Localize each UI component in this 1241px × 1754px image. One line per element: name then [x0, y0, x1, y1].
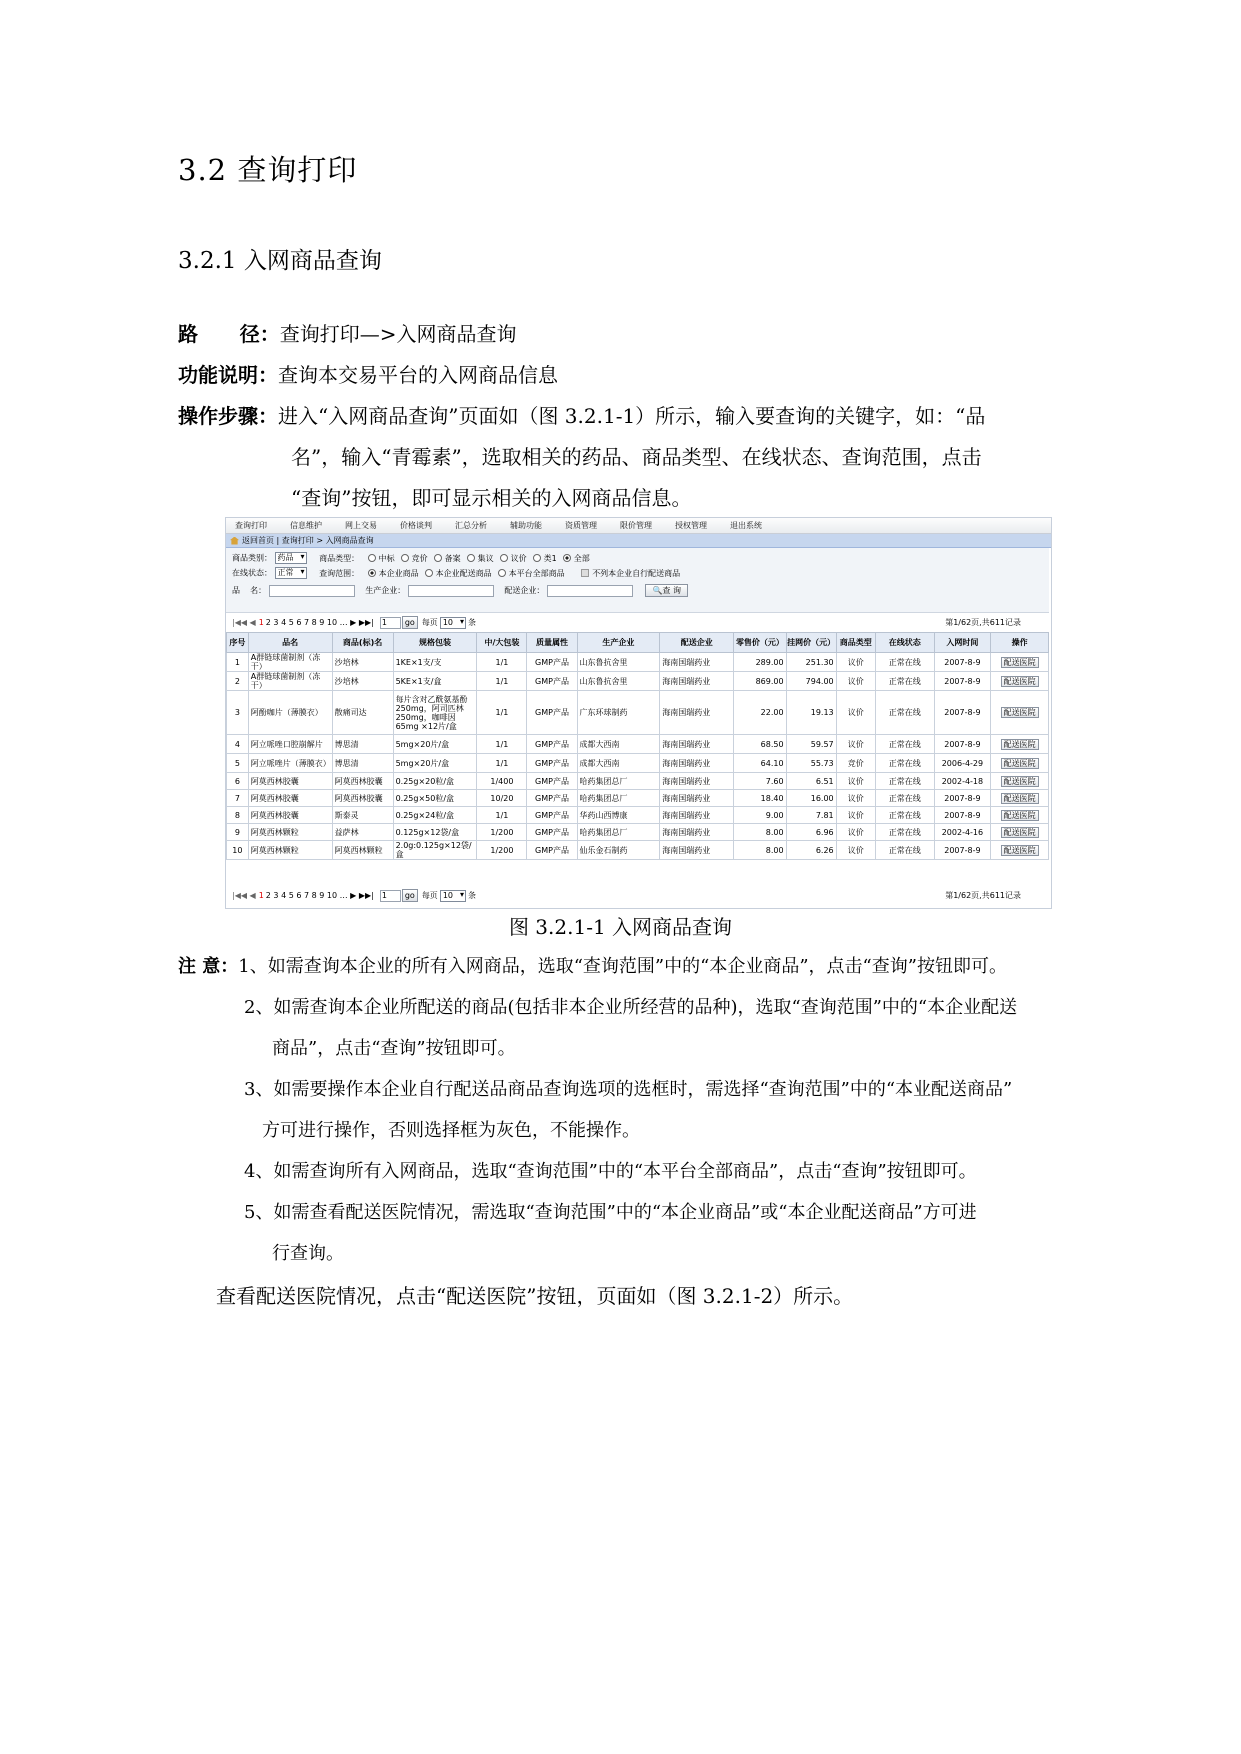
table-cell: 议价 [836, 691, 875, 735]
column-header: 中/大包装 [477, 633, 527, 653]
table-cell [991, 824, 1049, 841]
table-cell [991, 790, 1049, 807]
menu-item[interactable]: 查询打印 [235, 521, 267, 530]
path-text: 查询打印—>入网商品查询 [279, 322, 517, 346]
menu-item[interactable]: 辅助功能 [510, 521, 542, 530]
table-cell: 7 [227, 790, 249, 807]
goods-type-radio-label: 议价 [510, 553, 527, 563]
goods-type-radio[interactable] [563, 554, 571, 562]
steps-line-3: “查询”按钮，即可显示相关的入网商品信息。 [291, 486, 692, 510]
table-cell: 1/200 [477, 824, 527, 841]
top-pager [226, 614, 1049, 631]
distributor-label: 配送企业： [504, 586, 545, 595]
column-header: 商品类型 [836, 633, 875, 653]
table-cell: 251.30 [786, 653, 836, 672]
filter-row-1 [232, 552, 590, 564]
table-cell: 5mg×20片/盒 [393, 754, 477, 773]
goods-type-radio[interactable] [434, 554, 442, 562]
table-cell: 1KE×1支/支 [393, 653, 477, 672]
steps-line-1 [178, 400, 985, 429]
table-cell: 2007-8-9 [934, 790, 991, 807]
table-row [227, 807, 1049, 824]
table-cell [991, 735, 1049, 754]
table-cell: 0.125g×12袋/盒 [393, 824, 477, 841]
table-cell: 0.25g×24粒/盒 [393, 807, 477, 824]
table-cell: 10 [227, 841, 249, 860]
name-input[interactable] [269, 585, 355, 597]
table-cell: 1/1 [477, 672, 527, 691]
table-cell: GMP产品 [527, 773, 577, 790]
table-cell: 6.51 [786, 773, 836, 790]
table-cell [991, 691, 1049, 735]
goods-type-radio-label: 中标 [378, 553, 395, 563]
first-prev-icon[interactable]: |◀◀ ◀ [232, 618, 256, 627]
table-cell: 每片含对乙酰氨基酚250mg，阿司匹林250mg，咖啡因65mg ×12片/盒 [393, 691, 477, 735]
name-label: 品 名： [232, 586, 267, 595]
menu-item[interactable]: 汇总分析 [455, 521, 487, 530]
column-header: 配送企业 [660, 633, 734, 653]
table-cell: 9 [227, 824, 249, 841]
table-row [227, 735, 1049, 754]
breadcrumb [226, 534, 1051, 548]
note-label: 注 意： [178, 956, 239, 977]
steps-label: 操作步骤： [178, 404, 278, 428]
table-row [227, 841, 1049, 860]
filter-row-2 [232, 567, 680, 579]
goods-type-radio[interactable] [533, 554, 541, 562]
top-menu-bar [226, 518, 1051, 534]
table-cell [991, 653, 1049, 672]
table-row [227, 773, 1049, 790]
goto-page-input[interactable]: 1 [380, 890, 401, 902]
table-cell: 68.50 [734, 735, 786, 754]
menu-item[interactable]: 网上交易 [345, 521, 377, 530]
table-cell: 1/1 [477, 754, 527, 773]
table-row [227, 691, 1049, 735]
table-cell: 议价 [836, 790, 875, 807]
table-cell: GMP产品 [527, 653, 577, 672]
table-cell: 议价 [836, 653, 875, 672]
section-heading: 3.2 查询打印 [178, 153, 358, 187]
table-cell: 2.0g:0.125g×12袋/盒 [393, 841, 477, 860]
table-cell: 64.10 [734, 754, 786, 773]
table-cell: 1/1 [477, 807, 527, 824]
table-cell: 正常在线 [875, 754, 934, 773]
table-cell: 海南国瑞药业 [660, 754, 734, 773]
per-page-unit: 条 [468, 618, 476, 627]
table-cell: 阿莫西林胶囊 [332, 773, 393, 790]
note-5b: 行查询。 [272, 1243, 344, 1264]
column-header: 规格包装 [393, 633, 477, 653]
table-cell: 成都大西南 [577, 754, 660, 773]
table-cell: A群链球菌制剂（冻干） [248, 653, 332, 672]
scope-radio-label: 本平台全部商品 [508, 568, 565, 578]
table-cell: 沙培林 [332, 672, 393, 691]
per-page-label: 每页 [421, 891, 438, 900]
menu-item[interactable]: 退出系统 [730, 521, 762, 530]
table-cell [991, 754, 1049, 773]
table-cell: 山东鲁抗舍里 [577, 653, 660, 672]
table-row [227, 754, 1049, 773]
note-2a: 2、如需查询本企业所配送的商品(包括非本企业所经营的品种)，选取“查询范围”中的“本企业配送 [244, 997, 1018, 1018]
table-cell: 正常在线 [875, 773, 934, 790]
table-cell: 正常在线 [875, 653, 934, 672]
subsection-heading: 3.2.1 入网商品查询 [178, 248, 382, 274]
goods-type-radio[interactable] [368, 554, 376, 562]
table-cell: 正常在线 [875, 691, 934, 735]
table-cell: 议价 [836, 773, 875, 790]
scope-radio-label: 本企业商品 [378, 568, 419, 578]
table-cell: 正常在线 [875, 735, 934, 754]
table-cell: 10/20 [477, 790, 527, 807]
self-delivery-label: 不列本企业自行配送商品 [592, 568, 681, 578]
column-header: 入网时间 [934, 633, 991, 653]
table-cell: 2006-4-29 [934, 754, 991, 773]
producer-input[interactable] [408, 585, 494, 597]
table-cell: 正常在线 [875, 807, 934, 824]
table-cell: 2007-8-9 [934, 735, 991, 754]
go-button[interactable]: go [402, 616, 418, 629]
column-header: 生产企业 [577, 633, 660, 653]
note-3a: 3、如需要操作本企业自行配送品商品查询选项的选框时，需选择“查询范围”中的“本业配送商品” [244, 1079, 1013, 1100]
table-cell: 阿莫西林颗粒 [332, 841, 393, 860]
table-cell: 2007-8-9 [934, 672, 991, 691]
delivery-hospital-button[interactable]: 配送医院 [1001, 758, 1039, 769]
table-cell: 6 [227, 773, 249, 790]
delivery-hospital-button[interactable]: 配送医院 [1001, 676, 1039, 687]
goto-page-input[interactable]: 1 [380, 617, 401, 629]
table-row [227, 672, 1049, 691]
table-cell: 正常在线 [875, 672, 934, 691]
table-cell: 7.81 [786, 807, 836, 824]
page-links[interactable]: 2 3 4 5 6 7 8 9 10 … ▶ ▶▶| [265, 891, 374, 900]
table-cell: 散痛司达 [332, 691, 393, 735]
table-cell [991, 841, 1049, 860]
table-cell: 哈药集团总厂 [577, 773, 660, 790]
search-icon: 🔍 [652, 586, 663, 595]
delivery-hospital-button[interactable]: 配送医院 [1001, 776, 1039, 787]
table-row [227, 653, 1049, 672]
table-cell: 阿莫西林颗粒 [248, 824, 332, 841]
table-cell: 海南国瑞药业 [660, 841, 734, 860]
goods-type-radio[interactable] [500, 554, 508, 562]
menu-item[interactable]: 价格谈判 [400, 521, 432, 530]
first-prev-icon[interactable]: |◀◀ ◀ [232, 891, 256, 900]
go-button[interactable]: go [402, 889, 418, 902]
table-cell: 7.60 [734, 773, 786, 790]
table-cell: 8 [227, 807, 249, 824]
scope-radio-label: 本企业配送商品 [435, 568, 492, 578]
table-cell: 5 [227, 754, 249, 773]
table-cell: 正常在线 [875, 790, 934, 807]
delivery-hospital-button[interactable]: 配送医院 [1001, 827, 1039, 838]
table-cell: 2002-4-16 [934, 824, 991, 841]
screenshot-figure [225, 517, 1052, 909]
filter-panel [226, 548, 1049, 613]
table-cell: 海南国瑞药业 [660, 653, 734, 672]
table-cell: 阿莫西林胶囊 [248, 790, 332, 807]
table-cell: 6.26 [786, 841, 836, 860]
note-2b: 商品”，点击“查询”按钮即可。 [272, 1038, 516, 1059]
column-header: 在线状态 [875, 633, 934, 653]
table-cell: 议价 [836, 672, 875, 691]
table-cell: 海南国瑞药业 [660, 672, 734, 691]
column-header: 序号 [227, 633, 249, 653]
distributor-input[interactable] [547, 585, 633, 597]
note-1 [178, 952, 1007, 978]
page-links[interactable]: 2 3 4 5 6 7 8 9 10 … ▶ ▶▶| [265, 618, 374, 627]
table-cell: 海南国瑞药业 [660, 735, 734, 754]
table-cell: 博思清 [332, 735, 393, 754]
table-cell: 博思清 [332, 754, 393, 773]
table-cell: 议价 [836, 807, 875, 824]
table-cell: 794.00 [786, 672, 836, 691]
function-label: 功能说明： [178, 363, 278, 387]
table-cell: 19.13 [786, 691, 836, 735]
table-cell: 海南国瑞药业 [660, 773, 734, 790]
delivery-hospital-button[interactable]: 配送医院 [1001, 707, 1039, 718]
goods-table [226, 632, 1049, 860]
table-cell: 哈药集团总厂 [577, 824, 660, 841]
table-cell: 益萨林 [332, 824, 393, 841]
table-cell: 正常在线 [875, 841, 934, 860]
column-header: 商品(标)名 [332, 633, 393, 653]
steps-text-1: 进入“入网商品查询”页面如（图 3.2.1-1）所示，输入要查询的关键字，如：“品 [278, 404, 986, 428]
goods-type-radio[interactable] [401, 554, 409, 562]
menu-item[interactable]: 授权管理 [675, 521, 707, 530]
table-row [227, 790, 1049, 807]
table-cell: 6.96 [786, 824, 836, 841]
delivery-hospital-button[interactable]: 配送医院 [1001, 810, 1039, 821]
filter-row-3 [232, 584, 688, 597]
table-cell: 山东鲁抗舍里 [577, 672, 660, 691]
per-page-select[interactable]: 10 ▾ [440, 890, 466, 902]
table-cell: 1/400 [477, 773, 527, 790]
table-cell: A群链球菌制剂（冻干） [248, 672, 332, 691]
table-cell: 1/1 [477, 691, 527, 735]
table-cell: GMP产品 [527, 735, 577, 754]
column-header: 质量属性 [527, 633, 577, 653]
table-cell: 议价 [836, 824, 875, 841]
table-cell: 3 [227, 691, 249, 735]
table-cell: 8.00 [734, 824, 786, 841]
table-cell: 59.57 [786, 735, 836, 754]
scope-radio[interactable] [425, 569, 433, 577]
table-cell: GMP产品 [527, 672, 577, 691]
producer-label: 生产企业： [365, 586, 406, 595]
menu-item[interactable]: 限价管理 [620, 521, 652, 530]
table-cell: GMP产品 [527, 807, 577, 824]
query-button-label: 查 询 [662, 586, 681, 595]
delivery-hospital-button[interactable]: 配送医院 [1001, 845, 1039, 856]
home-icon[interactable] [230, 537, 239, 545]
table-cell: 0.25g×50粒/盒 [393, 790, 477, 807]
current-page[interactable]: 1 [258, 891, 264, 900]
goods-type-radio-label: 类1 [543, 553, 557, 563]
table-cell: 哈药集团总厂 [577, 790, 660, 807]
delivery-hospital-button[interactable]: 配送医院 [1001, 793, 1039, 804]
table-cell [991, 807, 1049, 824]
table-cell: GMP产品 [527, 790, 577, 807]
table-cell: 869.00 [734, 672, 786, 691]
delivery-hospital-button[interactable]: 配送医院 [1001, 657, 1039, 668]
table-cell: 阿莫西林胶囊 [332, 790, 393, 807]
table-cell: GMP产品 [527, 754, 577, 773]
table-cell: 8.00 [734, 841, 786, 860]
path-label: 路 径： [178, 322, 280, 346]
table-cell: 阿立哌唑口腔崩解片 [248, 735, 332, 754]
self-delivery-checkbox[interactable] [581, 569, 589, 577]
steps-line-2: 名”，输入“青霉素”，选取相关的药品、商品类型、在线状态、查询范围，点击 [291, 445, 982, 469]
scope-radios [362, 569, 565, 578]
table-cell: 5mg×20片/盒 [393, 735, 477, 754]
table-cell: 阿莫西林胶囊 [248, 773, 332, 790]
table-cell: 2007-8-9 [934, 841, 991, 860]
table-cell: 华药山西博康 [577, 807, 660, 824]
table-cell: 1/1 [477, 653, 527, 672]
goods-type-radio-label: 竞价 [411, 553, 428, 563]
note-3b: 方可进行操作，否则选择框为灰色，不能操作。 [262, 1120, 640, 1141]
column-header: 零售价（元） [734, 633, 786, 653]
goods-type-radio-label: 集议 [477, 553, 494, 563]
column-header: 品名 [248, 633, 332, 653]
table-cell: 仙乐金石制药 [577, 841, 660, 860]
note-1-text: 1、如需查询本企业的所有入网商品，选取“查询范围”中的“本企业商品”，点击“查询”按钮即可。 [238, 956, 1007, 977]
table-cell: 竞价 [836, 754, 875, 773]
table-cell: 斯泰灵 [332, 807, 393, 824]
figure-caption: 图 3.2.1-1 入网商品查询 [508, 915, 733, 939]
table-cell: 5KE×1支/盒 [393, 672, 477, 691]
goods-type-radios [362, 554, 590, 563]
table-cell: 55.73 [786, 754, 836, 773]
table-cell: 1/1 [477, 735, 527, 754]
table-cell: 海南国瑞药业 [660, 824, 734, 841]
table-cell: 海南国瑞药业 [660, 691, 734, 735]
menu-item[interactable]: 信息维护 [290, 521, 322, 530]
query-button[interactable] [645, 584, 688, 597]
table-cell: 1/200 [477, 841, 527, 860]
table-cell: 22.00 [734, 691, 786, 735]
table-cell: 0.25g×20粒/盒 [393, 773, 477, 790]
table-cell: 4 [227, 735, 249, 754]
scope-radio[interactable] [368, 569, 376, 577]
table-cell: 2007-8-9 [934, 691, 991, 735]
table-cell: 2007-8-9 [934, 807, 991, 824]
table-cell: 成都大西南 [577, 735, 660, 754]
table-cell: 9.00 [734, 807, 786, 824]
per-page-label: 每页 [421, 618, 438, 627]
column-header: 操作 [991, 633, 1049, 653]
table-row [227, 824, 1049, 841]
delivery-hospital-button[interactable]: 配送医院 [1001, 739, 1039, 750]
table-cell: 海南国瑞药业 [660, 790, 734, 807]
table-cell: 阿立哌唑片（薄膜衣） [248, 754, 332, 773]
table-cell: GMP产品 [527, 824, 577, 841]
table-cell: 阿莫西林颗粒 [248, 841, 332, 860]
path-line [178, 318, 517, 347]
breadcrumb-text[interactable]: 返回首页 | 查询打印 > 入网商品查询 [242, 536, 374, 545]
drug-type-select[interactable]: 药品 ▾ [275, 552, 307, 564]
menu-item[interactable]: 资质管理 [565, 521, 597, 530]
table-cell: 正常在线 [875, 824, 934, 841]
table-cell: 阿莫西林胶囊 [248, 807, 332, 824]
page-summary: 第1/62页,共611记录 [945, 618, 1021, 627]
table-cell: 2007-8-9 [934, 653, 991, 672]
per-page-unit: 条 [468, 891, 476, 900]
table-cell [991, 773, 1049, 790]
page-summary: 第1/62页,共611记录 [945, 891, 1021, 900]
goods-type-radio[interactable] [467, 554, 475, 562]
per-page-select[interactable]: 10 ▾ [440, 617, 466, 629]
current-page[interactable]: 1 [258, 618, 264, 627]
scope-radio[interactable] [498, 569, 506, 577]
column-header: 挂网价（元） [786, 633, 836, 653]
online-status-select[interactable]: 正常 ▾ [275, 567, 307, 579]
table-cell: 沙培林 [332, 653, 393, 672]
note-4: 4、如需查询所有入网商品，选取“查询范围”中的“本平台全部商品”，点击“查询”按钮即可。 [244, 1161, 977, 1182]
table-cell: 289.00 [734, 653, 786, 672]
goods-type-radio-label: 备案 [444, 553, 461, 563]
table-cell: 阿酚咖片（薄膜衣） [248, 691, 332, 735]
goods-type-radio-label: 全部 [573, 553, 590, 563]
table-cell: 2 [227, 672, 249, 691]
function-text: 查询本交易平台的入网商品信息 [278, 363, 558, 387]
function-line [178, 359, 558, 388]
closing-paragraph: 查看配送医院情况，点击“配送医院”按钮，页面如（图 3.2.1-2）所示。 [216, 1284, 854, 1308]
table-header-row [227, 633, 1049, 653]
table-cell: 16.00 [786, 790, 836, 807]
table-cell: GMP产品 [527, 841, 577, 860]
table-cell: GMP产品 [527, 691, 577, 735]
drug-type-label: 商品类别： [232, 553, 272, 563]
table-cell: 18.40 [734, 790, 786, 807]
table-cell: 广东环球制药 [577, 691, 660, 735]
table-cell: 议价 [836, 841, 875, 860]
scope-label: 查询范围： [319, 568, 360, 578]
note-5a: 5、如需查看配送医院情况，需选取“查询范围”中的“本企业商品”或“本企业配送商品”方可进 [244, 1202, 977, 1223]
table-cell [991, 672, 1049, 691]
goods-type-label: 商品类型： [319, 553, 360, 563]
online-status-label: 在线状态： [232, 568, 272, 578]
table-cell: 海南国瑞药业 [660, 807, 734, 824]
table-cell: 2002-4-18 [934, 773, 991, 790]
bottom-pager [226, 887, 1049, 904]
table-cell: 1 [227, 653, 249, 672]
table-cell: 议价 [836, 735, 875, 754]
